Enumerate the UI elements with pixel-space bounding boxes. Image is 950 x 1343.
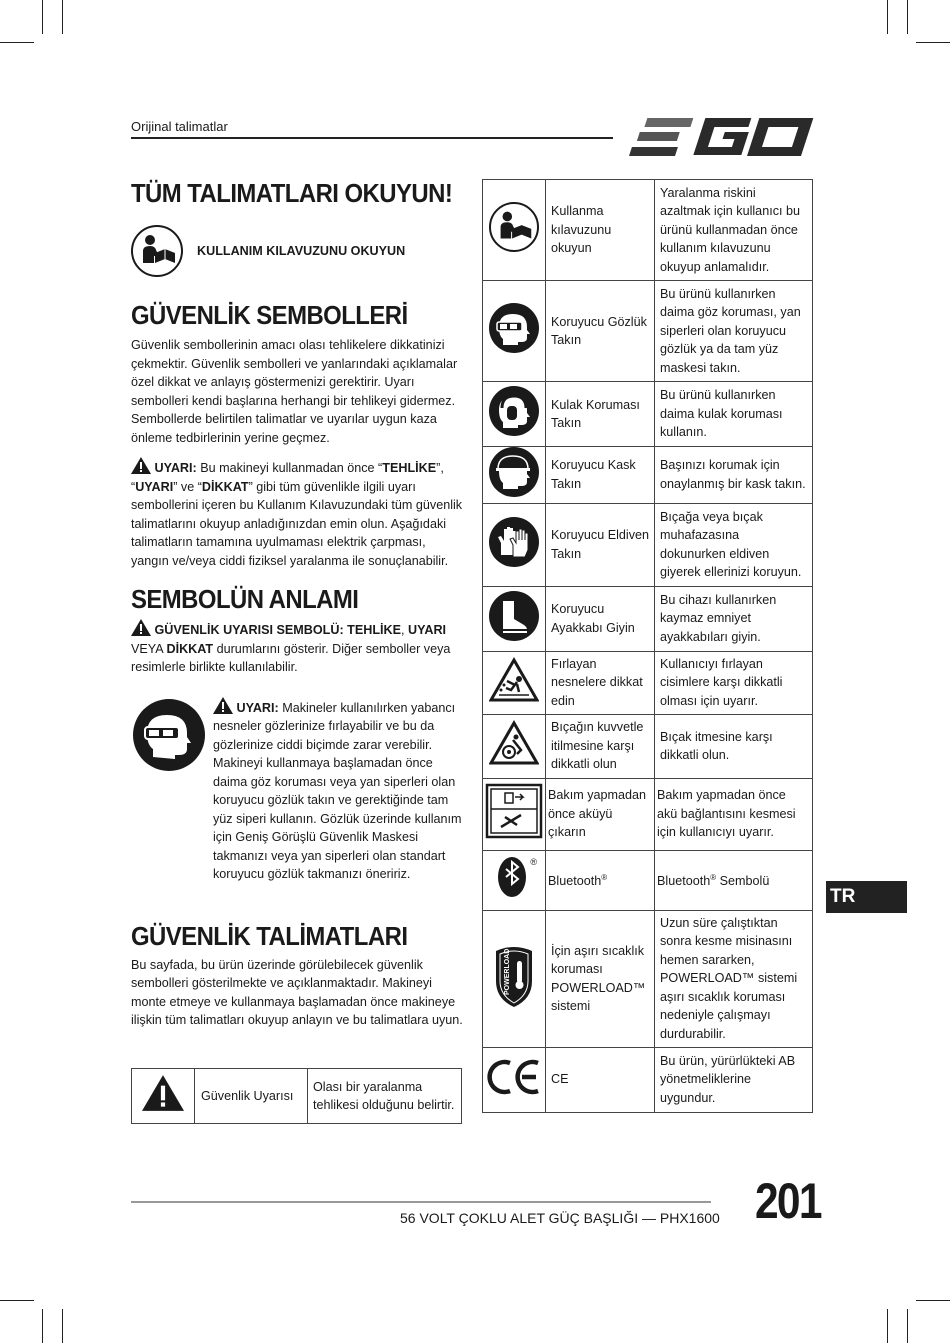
symbol-name: CE (546, 1047, 655, 1112)
boots-icon (489, 591, 539, 641)
table-row (483, 651, 813, 714)
symbol-table (482, 179, 813, 1113)
header-label: Orijinal talimatlar (131, 119, 228, 134)
intro-paragraph: Güvenlik sembollerinin amacı olası tehlikelere dikkatinizi çekmektir. Güvenlik sembolleri ve yanlarındaki açıklamalar özel dikkat ve anlayış göstermenizi gerektirir. Uyarı sembolleri kendi başlarına herhangi bir tehlikeyi gidermez. Sembollerde belirtilen talimatlar ve uyarılar uygun kaza önleme tedbirlerinin yerine geçmez. (131, 338, 458, 445)
warning-bold: UYARI (135, 479, 174, 494)
symbol-desc: Yaralanma riskini azaltmak için kullanıcı bu ürünü kullanmadan önce kullanım kılavuzunu okuyup anlamalıdır. (655, 180, 813, 281)
warning-triangle-icon (213, 697, 233, 714)
crop-mark (887, 0, 888, 34)
warning-triangle-icon (142, 1075, 184, 1111)
bluetooth-icon (496, 855, 532, 899)
table-row (483, 850, 813, 910)
warning-text: ”, “ (131, 461, 444, 494)
crop-mark (887, 1309, 888, 1343)
warning-triangle-icon (131, 619, 151, 636)
page-number: 201 (755, 1173, 821, 1229)
svg-text:POWERLOAD: POWERLOAD (504, 948, 511, 995)
warning-desc: Olası bir yaralanma tehlikesi olduğunu belirtir. (308, 1069, 462, 1124)
warning-label: UYARI: (236, 700, 279, 715)
ce-mark-icon (486, 1057, 542, 1097)
symbol-desc: Bu ürünü kullanırken daima göz koruması, yan siperleri olan koruyucu gözlük ya da tam yüz maskesi takın. (655, 281, 813, 382)
safety-glasses-icon (489, 303, 539, 353)
table-row (483, 447, 813, 504)
symbol-name: Bluetooth® (546, 850, 655, 910)
warning-cell (132, 1069, 195, 1124)
warning-paragraph-2 (213, 697, 465, 884)
warning-bold: DİKKAT (201, 479, 249, 494)
warning-text: Bu makineyi kullanmadan önce “ (196, 461, 383, 475)
powerload-icon (492, 943, 536, 1009)
read-manual-icon (131, 225, 183, 277)
symbol-name: Koruyucu Kask Takın (546, 447, 655, 504)
safety-glasses-icon (133, 699, 205, 771)
footer-rule (131, 1201, 711, 1203)
blade-thrust-icon (489, 720, 539, 766)
crop-mark (0, 42, 34, 43)
meaning-bold: UYARI (408, 623, 447, 637)
warning-text: Makineler kullanılırken yabancı nesneler gözlerinize fırlayabilir ve bu da gözlerinize ciddi biçimde zarar verebilir. Makineyi kullanmaya başlamadan önce daima göz koruması veya yan siperleri olan koruyucu gözlük takın ve gerektiğinde tam yüz siperi kullanın. Gözlük üzerinde kullanım için Geniş Görüşlü Güvenlik Maskesi takmanızı veya yan siperleri olan standart koruyucu gözlük takmanızı öneririz. (213, 700, 462, 881)
crop-mark (42, 0, 43, 34)
symbol-name: Koruyucu Gözlük Takın (546, 281, 655, 382)
symbol-desc: Bluetooth® Sembolü (655, 850, 813, 910)
table-row (483, 281, 813, 382)
symbol-desc: Bıçağa veya bıçak muhafazasına dokunurken eldiven giyerek ellerinizi koruyun. (655, 503, 813, 586)
registered-mark: ® (530, 856, 537, 867)
footer-title: 56 VOLT ÇOKLU ALET GÜÇ BAŞLIĞI — PHX1600 (400, 1210, 720, 1226)
warning-paragraph-1 (131, 457, 466, 570)
title-safety-instructions: GÜVENLİK TALİMATLARI (131, 920, 408, 951)
meaning-text: , (401, 623, 409, 637)
symbol-desc: Bakım yapmadan önce akü bağlantısını kesmesi için kullanıcıyı uyarır. (655, 778, 813, 850)
table-row (483, 586, 813, 651)
crop-mark (916, 1300, 950, 1301)
table-row (483, 382, 813, 447)
symbol-desc: Bu ürünü kullanırken daima kulak koruması kullanın. (655, 382, 813, 447)
thrown-objects-icon (489, 657, 539, 703)
title-symbol-meaning: SEMBOLÜN ANLAMI (131, 584, 359, 614)
crop-mark (42, 1309, 43, 1343)
table-row (483, 910, 813, 1047)
crop-mark (907, 1309, 908, 1343)
left-column (131, 176, 466, 1030)
title-read-instructions: TÜM TALIMATLARI OKUYUN! (131, 178, 453, 208)
symbol-name: Koruyucu Eldiven Takın (546, 503, 655, 586)
meaning-label: GÜVENLİK UYARISI SEMBOLÜ: TEHLİKE (154, 623, 402, 637)
warning-label: UYARI: (154, 461, 197, 475)
warning-bold: TEHLİKE (382, 461, 437, 475)
language-tab: TR (826, 881, 907, 913)
symbol-desc: Bu cihazı kullanırken kaymaz emniyet ayakkabıları giyin. (655, 586, 813, 651)
symbol-name: İçin aşırı sıcaklık koruması POWERLOAD™ sistemi (546, 910, 655, 1047)
meaning-text: VEYA (131, 641, 167, 656)
title-safety-symbols: GÜVENLİK SEMBOLLERİ (131, 300, 408, 330)
symbol-name: Bıçağın kuvvetle itilmesine karşı dikkatli olun (546, 714, 655, 778)
meaning-paragraph (131, 619, 466, 677)
symbol-desc: Uzun süre çalıştıktan sonra kesme misinasını hemen sararken, POWERLOAD™ sistemi aşırı sıcaklık koruması nedeniyle çalışmayı durdurabilir. (655, 910, 813, 1047)
table-row (483, 778, 813, 850)
instructions-paragraph: Bu sayfada, bu ürün üzerinde görülebilecek güvenlik sembolleri gösterilmekte ve açıklanmaktadır. Makineyi monte etmeye ve kullanmaya başlamadan önce makineye ilişkin tüm talimatları okuyup anlayın ve bu talimatlara uyun. (131, 957, 463, 1027)
symbol-name: Koruyucu Ayakkabı Giyin (546, 586, 655, 651)
ear-protection-icon (489, 386, 539, 436)
table-row (483, 714, 813, 778)
symbol-desc: Başınızı korumak için onaylanmış bir kask takın. (655, 447, 813, 504)
symbol-desc: Bıçak itmesine karşı dikkatli olun. (655, 714, 813, 778)
warning-text: ” ve “ (173, 479, 202, 494)
header-rule (131, 137, 613, 139)
crop-mark (916, 42, 950, 43)
symbol-name: Kullanma kılavuzunu okuyun (546, 180, 655, 281)
symbol-name: Fırlayan nesnelere dikkat edin (546, 651, 655, 714)
manual-row (131, 225, 466, 277)
read-manual-icon (489, 202, 539, 252)
helmet-icon (489, 447, 539, 497)
symbol-name: Bakım yapmadan önce aküyü çıkarın (546, 778, 655, 850)
warning-symbol-table (131, 1068, 462, 1124)
gloves-icon (489, 517, 539, 567)
meaning-text: durumlarını gösterir. Diğer semboller veya resimlerle birlikte kullanılabilir. (131, 641, 451, 674)
ego-logo (628, 116, 814, 158)
crop-mark (62, 0, 63, 34)
manual-label: KULLANIM KILAVUZUNU OKUYUN (197, 244, 406, 258)
symbol-desc: Kullanıcıyı fırlayan cisimlere karşı dikkatli olması için uyarır. (655, 651, 813, 714)
crop-mark (0, 1300, 34, 1301)
table-row (483, 503, 813, 586)
symbol-desc: Bu ürün, yürürlükteki AB yönetmeliklerine uygundur. (655, 1047, 813, 1112)
crop-mark (907, 0, 908, 34)
table-row (483, 1047, 813, 1112)
warning-name: Güvenlik Uyarısı (195, 1069, 308, 1124)
eye-warning-block (131, 697, 466, 907)
battery-remove-icon (485, 783, 543, 839)
table-row (483, 180, 813, 281)
warning-text: ” gibi tüm güvenlikle ilgili uyarı sembollerini içeren bu Kullanım Kılavuzundaki tüm güvenlik talimatlarını okuyup anladığınızdan emin olun. Aşağıdaki talimatların tamamına uyulmaması elektrik çarpması, yangın ve/veya ciddi fiziksel yaralanma ile sonuçlanabilir. (131, 479, 463, 568)
meaning-bold: DİKKAT (166, 641, 214, 656)
symbol-name: Kulak Koruması Takın (546, 382, 655, 447)
crop-mark (62, 1309, 63, 1343)
warning-triangle-icon (131, 457, 151, 474)
